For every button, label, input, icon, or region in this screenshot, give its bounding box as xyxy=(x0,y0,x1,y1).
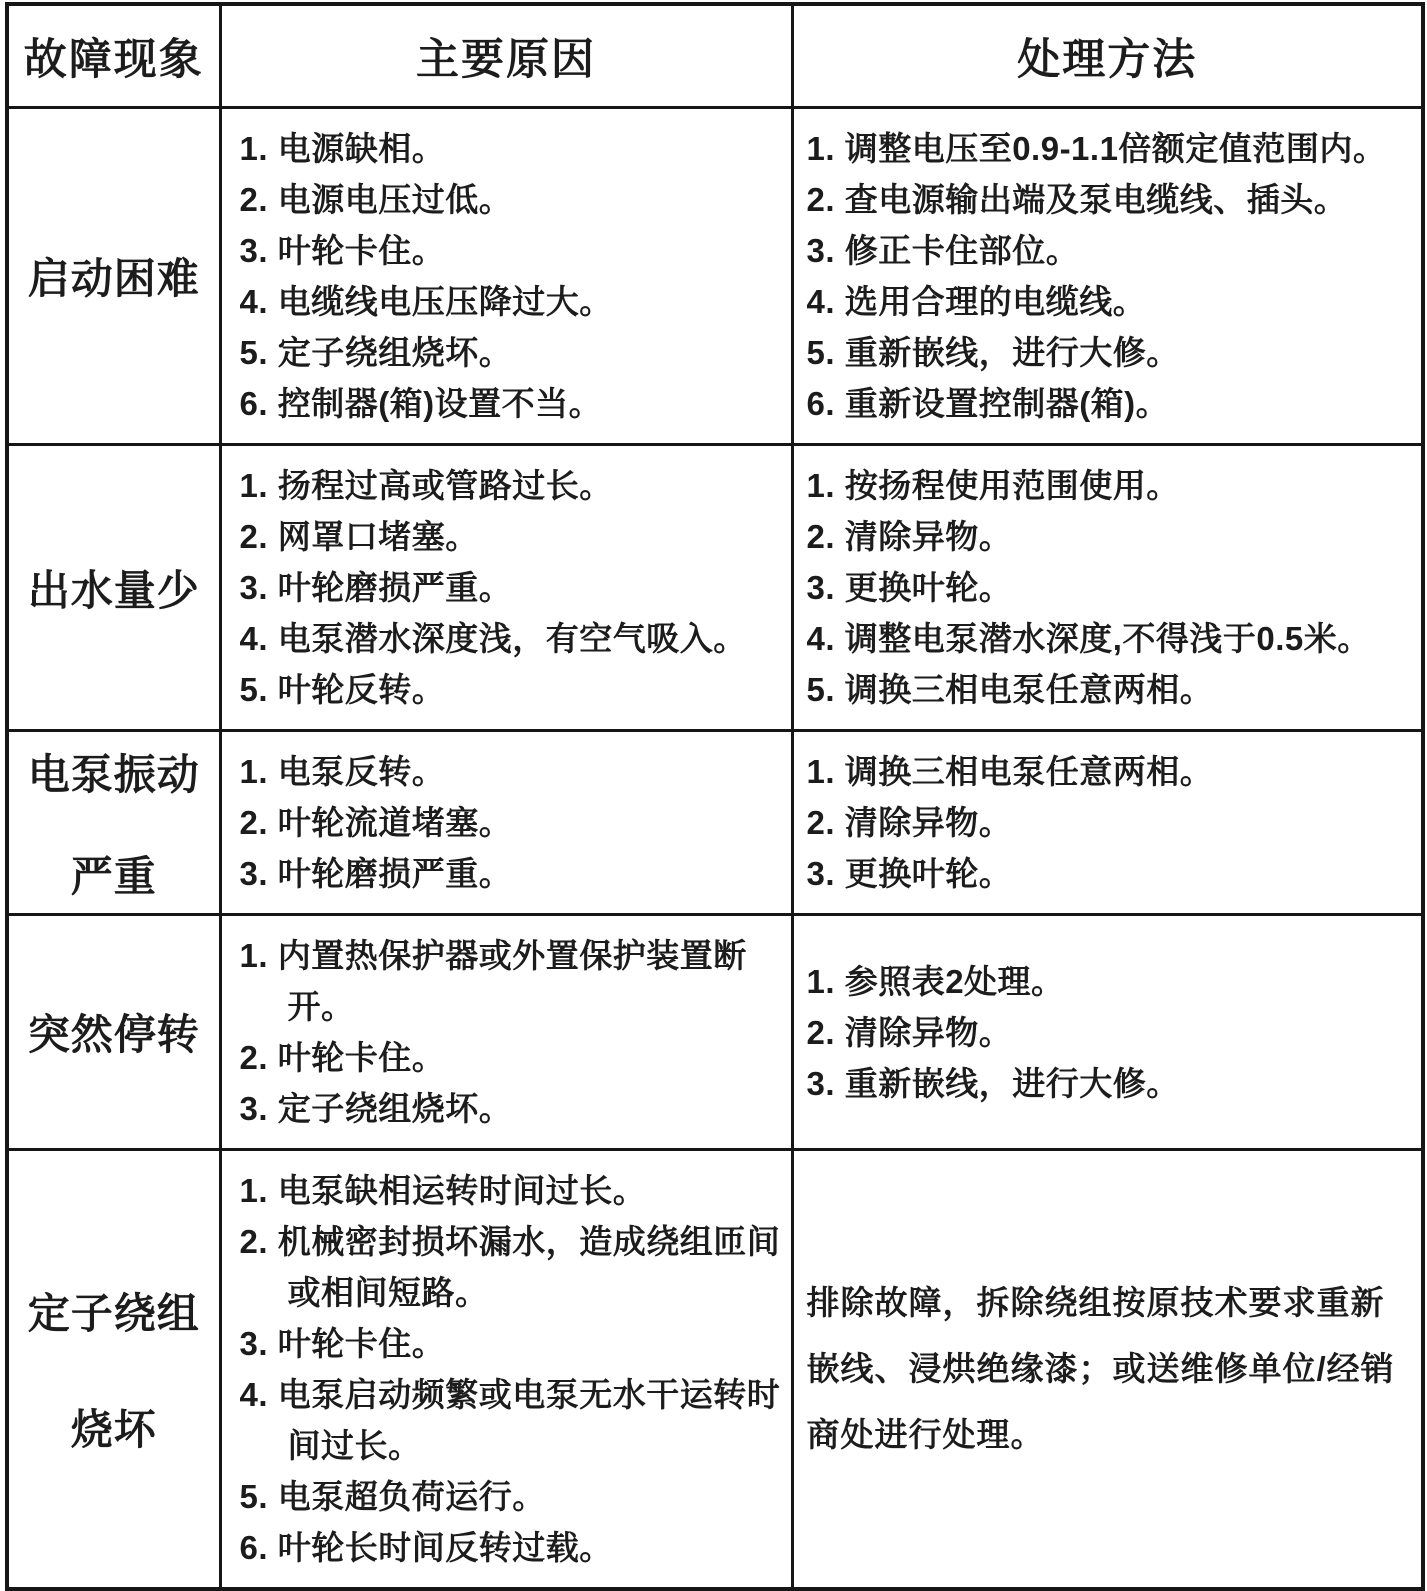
cause-item: 5. 电泵超负荷运行。 xyxy=(239,1478,546,1515)
remedies-cell xyxy=(792,108,1423,445)
table-row xyxy=(7,445,1423,731)
remedy-item: 5. 调换三相电泵任意两相。 xyxy=(806,671,1214,708)
cause-item: 3. 叶轮卡住。 xyxy=(239,232,446,269)
cause-item: 1. 电泵反转。 xyxy=(239,753,446,790)
remedies-cell xyxy=(792,1150,1423,1590)
table-row xyxy=(7,915,1423,1150)
fault-table-container xyxy=(5,2,1421,1566)
cause-item: 6. 叶轮长时间反转过载。 xyxy=(239,1529,613,1566)
header-fault-phenomenon: 故障现象 xyxy=(7,4,220,108)
cause-item: 2. 电源电压过低。 xyxy=(239,181,513,218)
remedy-item: 3. 重新嵌线，进行大修。 xyxy=(806,1064,1180,1102)
remedy-item: 1. 调整电压至0.9-1.1倍额定值范围内。 xyxy=(806,130,1387,167)
cause-item: 1. 电源缺相。 xyxy=(239,130,446,167)
cause-item: 5. 定子绕组烧坏。 xyxy=(239,334,513,371)
remedy-item: 4. 调整电泵潜水深度,不得浅于0.5米。 xyxy=(806,620,1371,657)
fault-cell xyxy=(7,1150,220,1590)
cause-item: 4. 电缆线电压压降过大。 xyxy=(239,283,613,320)
remedy-item: 3. 更换叶轮。 xyxy=(806,569,1013,606)
remedy-item: 5. 重新嵌线，进行大修。 xyxy=(806,334,1180,371)
causes-cell xyxy=(220,915,792,1150)
cause-item: 3. 叶轮磨损严重。 xyxy=(239,855,513,892)
header-main-cause: 主要原因 xyxy=(220,4,792,108)
cause-item: 2. 叶轮流道堵塞。 xyxy=(239,804,513,841)
causes-cell xyxy=(220,108,792,445)
fault-table xyxy=(5,2,1425,1591)
table-row xyxy=(7,108,1423,445)
fault-label: 突然停转 xyxy=(27,1011,200,1058)
remedy-item: 2. 查电源输出端及泵电缆线、插头。 xyxy=(806,181,1348,218)
cause-item: 1. 扬程过高或管路过长。 xyxy=(239,467,613,504)
cause-item: 2. 机械密封损坏漏水，造成绕组匝间或相间短路。 xyxy=(239,1223,781,1311)
fault-label: 严重 xyxy=(70,852,157,900)
remedy-item: 1. 调换三相电泵任意两相。 xyxy=(806,753,1214,790)
cause-item: 4. 电泵潜水深度浅，有空气吸入。 xyxy=(239,620,747,657)
remedies-cell xyxy=(792,445,1423,731)
fault-cell xyxy=(7,445,220,731)
cause-item: 4. 电泵启动频繁或电泵无水干运转时间过长。 xyxy=(239,1376,781,1464)
fault-label: 电泵振动 xyxy=(27,750,200,798)
header-row xyxy=(7,4,1423,108)
fault-label: 烧坏 xyxy=(70,1406,157,1453)
causes-cell xyxy=(220,445,792,731)
causes-cell xyxy=(220,1150,792,1590)
cause-item: 1. 电泵缺相运转时间过长。 xyxy=(239,1172,647,1209)
remedy-item: 2. 清除异物。 xyxy=(806,1013,1013,1051)
fault-label: 定子绕组 xyxy=(27,1290,200,1337)
causes-cell xyxy=(220,731,792,915)
remedies-cell xyxy=(792,731,1423,915)
cause-item: 2. 网罩口堵塞。 xyxy=(239,518,479,555)
remedy-paragraph: 排除故障，拆除绕组按原技术要求重新嵌线、浸烘绝缘漆；或送维修单位/经销商处进行处理。 xyxy=(806,1284,1395,1453)
cause-item: 3. 叶轮磨损严重。 xyxy=(239,569,513,606)
remedy-item: 3. 更换叶轮。 xyxy=(806,855,1013,892)
cause-item: 6. 控制器(箱)设置不当。 xyxy=(239,385,603,422)
fault-label: 启动困难 xyxy=(27,255,200,302)
fault-cell xyxy=(7,731,220,915)
remedy-item: 1. 按扬程使用范围使用。 xyxy=(806,467,1180,504)
remedy-item: 3. 修正卡住部位。 xyxy=(806,232,1080,269)
table-row xyxy=(7,731,1423,915)
cause-item: 5. 叶轮反转。 xyxy=(239,671,446,708)
remedies-cell xyxy=(792,915,1423,1150)
remedy-item: 1. 参照表2处理。 xyxy=(806,962,1065,1000)
cause-item: 2. 叶轮卡住。 xyxy=(239,1039,446,1076)
fault-cell xyxy=(7,915,220,1150)
header-remedy: 处理方法 xyxy=(792,4,1423,108)
cause-item: 3. 叶轮卡住。 xyxy=(239,1325,446,1362)
remedy-item: 4. 选用合理的电缆线。 xyxy=(806,283,1147,320)
fault-label: 出水量少 xyxy=(27,566,200,614)
remedy-item: 2. 清除异物。 xyxy=(806,518,1013,555)
fault-cell xyxy=(7,108,220,445)
cause-item: 1. 内置热保护器或外置保护装置断开。 xyxy=(239,937,747,1025)
table-row xyxy=(7,1150,1423,1590)
cause-item: 3. 定子绕组烧坏。 xyxy=(239,1090,513,1127)
remedy-item: 2. 清除异物。 xyxy=(806,804,1013,841)
remedy-item: 6. 重新设置控制器(箱)。 xyxy=(806,385,1170,422)
